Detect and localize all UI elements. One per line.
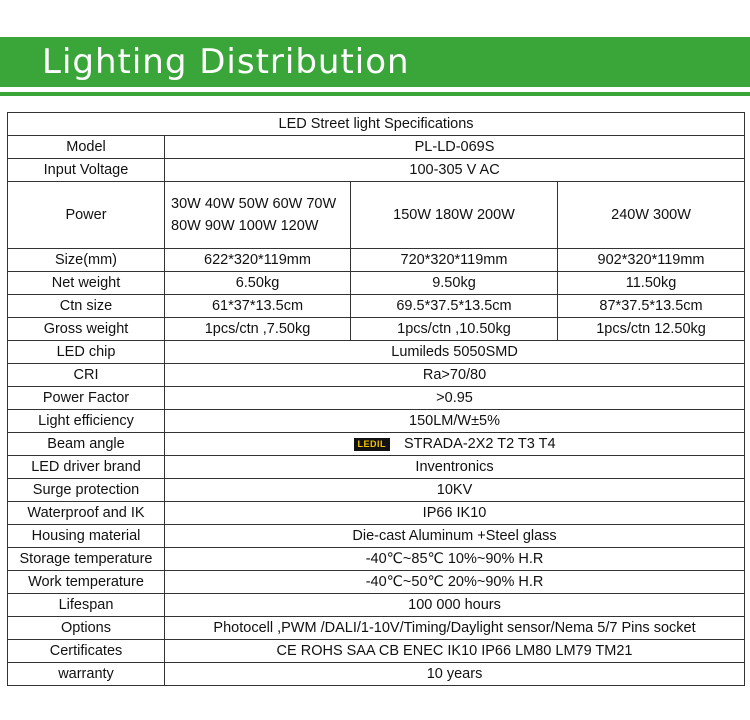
row-value	[165, 433, 745, 456]
row-value: 61*37*13.5cm	[165, 295, 351, 318]
table-row	[8, 136, 745, 159]
table-row	[8, 318, 745, 341]
row-label: Certificates	[8, 640, 165, 663]
row-label: Options	[8, 617, 165, 640]
table-row	[8, 617, 745, 640]
row-label: Surge protection	[8, 479, 165, 502]
row-label: Housing material	[8, 525, 165, 548]
row-label: Model	[8, 136, 165, 159]
row-value: 622*320*119mm	[165, 249, 351, 272]
row-value: >0.95	[165, 387, 745, 410]
table-row	[8, 433, 745, 456]
table-row	[8, 525, 745, 548]
row-value: Photocell ,PWM /DALI/1-10V/Timing/Daylight sensor/Nema 5/7 Pins socket	[165, 617, 745, 640]
row-label: Power Factor	[8, 387, 165, 410]
title-banner	[0, 37, 750, 87]
table-row	[8, 272, 745, 295]
banner-underline	[0, 92, 750, 96]
row-value: 902*320*119mm	[558, 249, 745, 272]
table-row	[8, 571, 745, 594]
table-row	[8, 663, 745, 686]
row-value: IP66 IK10	[165, 502, 745, 525]
row-value: 1pcs/ctn ,7.50kg	[165, 318, 351, 341]
row-value: 11.50kg	[558, 272, 745, 295]
row-value: 720*320*119mm	[351, 249, 558, 272]
row-value: 30W 40W 50W 60W 70W 80W 90W 100W 120W	[165, 182, 351, 249]
table-row	[8, 410, 745, 433]
table-row	[8, 364, 745, 387]
row-label: Power	[8, 182, 165, 249]
table-row	[8, 548, 745, 571]
row-value: Lumileds 5050SMD	[165, 341, 745, 364]
row-label: Storage temperature	[8, 548, 165, 571]
table-row	[8, 594, 745, 617]
row-label: warranty	[8, 663, 165, 686]
row-value: Die-cast Aluminum +Steel glass	[165, 525, 745, 548]
row-value: CE ROHS SAA CB ENEC IK10 IP66 LM80 LM79 TM21	[165, 640, 745, 663]
row-value: 240W 300W	[558, 182, 745, 249]
row-value: 6.50kg	[165, 272, 351, 295]
row-value: 9.50kg	[351, 272, 558, 295]
row-value: 1pcs/ctn ,10.50kg	[351, 318, 558, 341]
table-title: LED Street light Specifications	[8, 113, 745, 136]
table-row	[8, 479, 745, 502]
row-label: Beam angle	[8, 433, 165, 456]
row-value: 100 000 hours	[165, 594, 745, 617]
ledil-logo: LEDIL	[354, 438, 391, 451]
row-value: Ra>70/80	[165, 364, 745, 387]
row-value: 69.5*37.5*13.5cm	[351, 295, 558, 318]
row-value: 150W 180W 200W	[351, 182, 558, 249]
row-label: Work temperature	[8, 571, 165, 594]
row-value: -40℃~50℃ 20%~90% H.R	[165, 571, 745, 594]
row-value: -40℃~85℃ 10%~90% H.R	[165, 548, 745, 571]
row-label: Ctn size	[8, 295, 165, 318]
banner-title: Lighting Distribution	[42, 42, 410, 82]
table-row	[8, 341, 745, 364]
row-value: 1pcs/ctn 12.50kg	[558, 318, 745, 341]
row-value: 150LM/W±5%	[165, 410, 745, 433]
beam-angle-value: STRADA-2X2 T2 T3 T4	[404, 436, 556, 452]
row-value: Inventronics	[165, 456, 745, 479]
table-row	[8, 249, 745, 272]
row-label: Light efficiency	[8, 410, 165, 433]
row-label: Net weight	[8, 272, 165, 295]
row-label: Size(mm)	[8, 249, 165, 272]
specifications-table	[7, 112, 745, 686]
row-label: Gross weight	[8, 318, 165, 341]
table-row	[8, 502, 745, 525]
row-value: 10 years	[165, 663, 745, 686]
row-label: Waterproof and IK	[8, 502, 165, 525]
row-value: PL-LD-069S	[165, 136, 745, 159]
table-row	[8, 387, 745, 410]
row-label: Input Voltage	[8, 159, 165, 182]
row-value: 100-305 V AC	[165, 159, 745, 182]
table-row	[8, 113, 745, 136]
row-value: 10KV	[165, 479, 745, 502]
row-label: CRI	[8, 364, 165, 387]
table-row	[8, 182, 745, 249]
table-row	[8, 159, 745, 182]
row-label: LED chip	[8, 341, 165, 364]
table-row	[8, 640, 745, 663]
row-label: Lifespan	[8, 594, 165, 617]
table-row	[8, 456, 745, 479]
row-label: LED driver brand	[8, 456, 165, 479]
row-value: 87*37.5*13.5cm	[558, 295, 745, 318]
table-row	[8, 295, 745, 318]
